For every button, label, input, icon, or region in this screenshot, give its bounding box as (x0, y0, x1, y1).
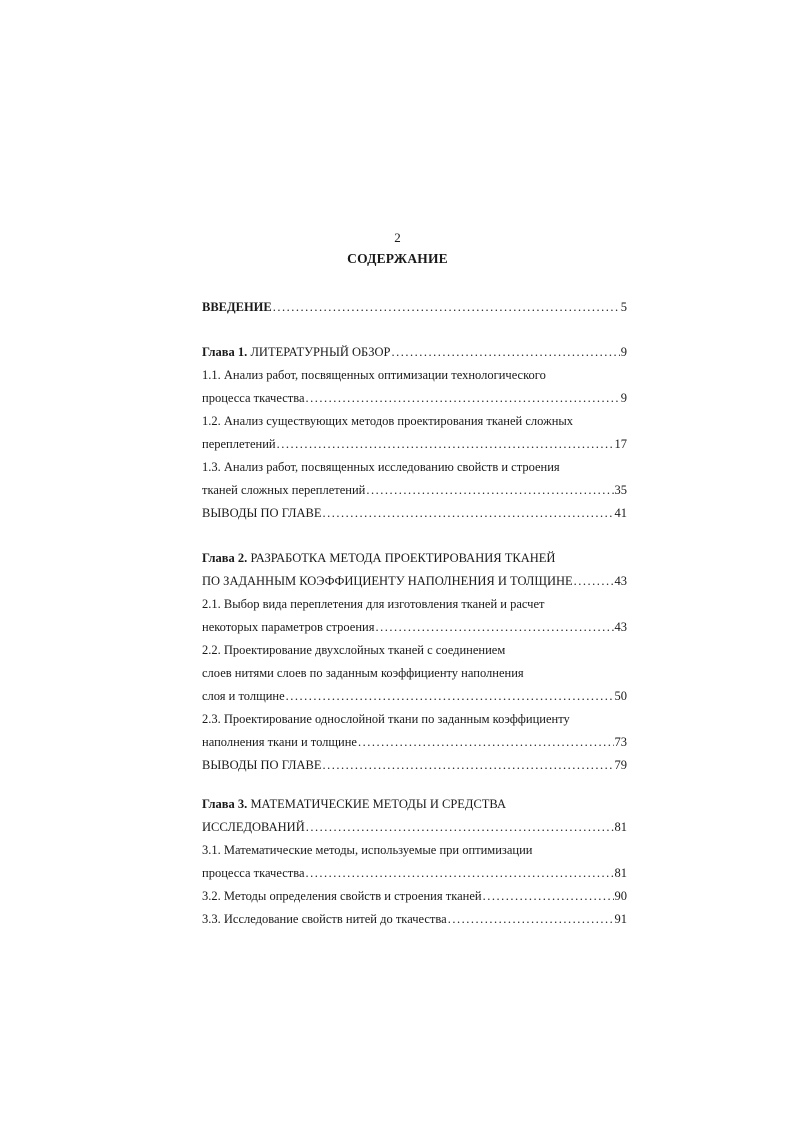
toc-chapter-2-conclusions[interactable] (202, 754, 627, 777)
toc-page-number: 5 (620, 300, 627, 314)
page-number: 2 (394, 230, 401, 245)
dot-leader (375, 616, 613, 639)
toc-page-number: 50 (614, 689, 627, 703)
toc-page-number: 79 (614, 758, 627, 772)
toc-page-number: 90 (614, 889, 627, 903)
toc-page-number: 35 (614, 483, 627, 497)
toc-chapter-1-conclusions[interactable] (202, 502, 627, 525)
toc-entry-label: ИССЛЕДОВАНИЙ (202, 820, 305, 834)
section-spacer (202, 525, 627, 547)
dot-leader (391, 341, 619, 364)
toc-entry-introduction[interactable] (202, 296, 627, 319)
toc-entry-label: процесса ткачества (202, 391, 305, 405)
toc-section-1-1[interactable] (202, 387, 627, 410)
toc-page-number: 43 (614, 620, 627, 634)
toc-page-number: 41 (614, 506, 627, 520)
dot-leader (366, 479, 613, 502)
toc-page-number: 73 (614, 735, 627, 749)
dot-leader (286, 685, 614, 708)
chapter-title: МАТЕМАТИЧЕСКИЕ МЕТОДЫ И СРЕДСТВА (247, 797, 507, 811)
toc-section-1-1-line-1[interactable]: 1.1. Анализ работ, посвященных оптимизации технологического (202, 368, 546, 382)
toc-section-2-1-line-1[interactable]: 2.1. Выбор вида переплетения для изготовления тканей и расчет (202, 597, 545, 611)
chapter-prefix: Глава 1. (202, 345, 248, 359)
toc-entry-label: 3.2. Методы определения свойств и строения тканей (202, 889, 482, 903)
toc-section-2-3[interactable] (202, 731, 627, 754)
dot-leader (306, 387, 620, 410)
toc-entry-label: переплетений (202, 437, 276, 451)
dot-leader (322, 502, 613, 525)
section-spacer (202, 777, 627, 793)
toc-page-number: 17 (614, 437, 627, 451)
toc-section-2-2-line-1[interactable]: 2.2. Проектирование двухслойных тканей с соединением (202, 643, 506, 657)
toc-entry-label: наполнения ткани и толщине (202, 735, 357, 749)
toc-entry-label: тканей сложных переплетений (202, 483, 366, 497)
chapter-prefix: Глава 2. (202, 551, 248, 565)
toc-section-3-1-line-1[interactable]: 3.1. Математические методы, используемые при оптимизации (202, 843, 533, 857)
dot-leader (322, 754, 613, 777)
toc-page-number: 91 (614, 912, 627, 926)
toc-entry-label: некоторых параметров строения (202, 620, 375, 634)
toc-section-1-2[interactable] (202, 433, 627, 456)
toc-entry-label: 3.3. Исследование свойств нитей до ткачества (202, 912, 447, 926)
toc-chapter-3[interactable] (202, 816, 627, 839)
toc-chapter-2-line-1[interactable] (202, 547, 627, 570)
toc-section-3-1[interactable] (202, 862, 627, 885)
toc-entry-label: ПО ЗАДАННЫМ КОЭФФИЦИЕНТУ НАПОЛНЕНИЯ И ТОЛЩИНЕ (202, 574, 573, 588)
toc-section-2-1[interactable] (202, 616, 627, 639)
dot-leader (306, 816, 614, 839)
toc-entry-label: ВЫВОДЫ ПО ГЛАВЕ (202, 506, 322, 520)
toc-page-number: 9 (620, 391, 627, 405)
toc-section-1-3[interactable] (202, 479, 627, 502)
toc-section-3-2[interactable] (202, 885, 627, 908)
chapter-title: ЛИТЕРАТУРНЫЙ ОБЗОР (247, 345, 391, 359)
toc-page-number: 43 (614, 574, 627, 588)
toc-page-number: 81 (614, 820, 627, 834)
toc-chapter-3-line-1[interactable] (202, 793, 627, 816)
dot-leader (273, 296, 620, 319)
toc-chapter-1[interactable] (202, 341, 627, 364)
toc-chapter-2[interactable] (202, 570, 627, 593)
toc-section-1-2-line-1[interactable]: 1.2. Анализ существующих методов проектирования тканей сложных (202, 414, 574, 428)
dot-leader (306, 862, 614, 885)
chapter-title: РАЗРАБОТКА МЕТОДА ПРОЕКТИРОВАНИЯ ТКАНЕЙ (247, 551, 556, 565)
dot-leader (574, 570, 614, 593)
toc-section-2-2[interactable] (202, 685, 627, 708)
toc-section-2-3-line-1[interactable]: 2.3. Проектирование однослойной ткани по заданным коэффициенту (202, 712, 570, 726)
toc-section-1-3-line-1[interactable]: 1.3. Анализ работ, посвященных исследованию свойств и строения (202, 460, 560, 474)
toc-entry-label: ВЫВОДЫ ПО ГЛАВЕ (202, 758, 322, 772)
toc-page-number: 81 (614, 866, 627, 880)
dot-leader (483, 885, 614, 908)
dot-leader (448, 908, 614, 931)
toc-section-3-3[interactable] (202, 908, 627, 931)
toc-section-2-2-line-2[interactable]: слоев нитями слоев по заданным коэффициенту наполнения (202, 666, 524, 680)
dot-leader (277, 433, 614, 456)
toc-page-number: 9 (620, 345, 627, 359)
toc-entry-label: слоя и толщине (202, 689, 285, 703)
dot-leader (358, 731, 614, 754)
chapter-prefix: Глава 3. (202, 797, 248, 811)
page-title: СОДЕРЖАНИЕ (347, 251, 448, 266)
toc-entry-label: процесса ткачества (202, 866, 305, 880)
section-spacer (202, 319, 627, 341)
table-of-contents (202, 296, 627, 931)
toc-entry-label: ВВЕДЕНИЕ (202, 300, 272, 314)
